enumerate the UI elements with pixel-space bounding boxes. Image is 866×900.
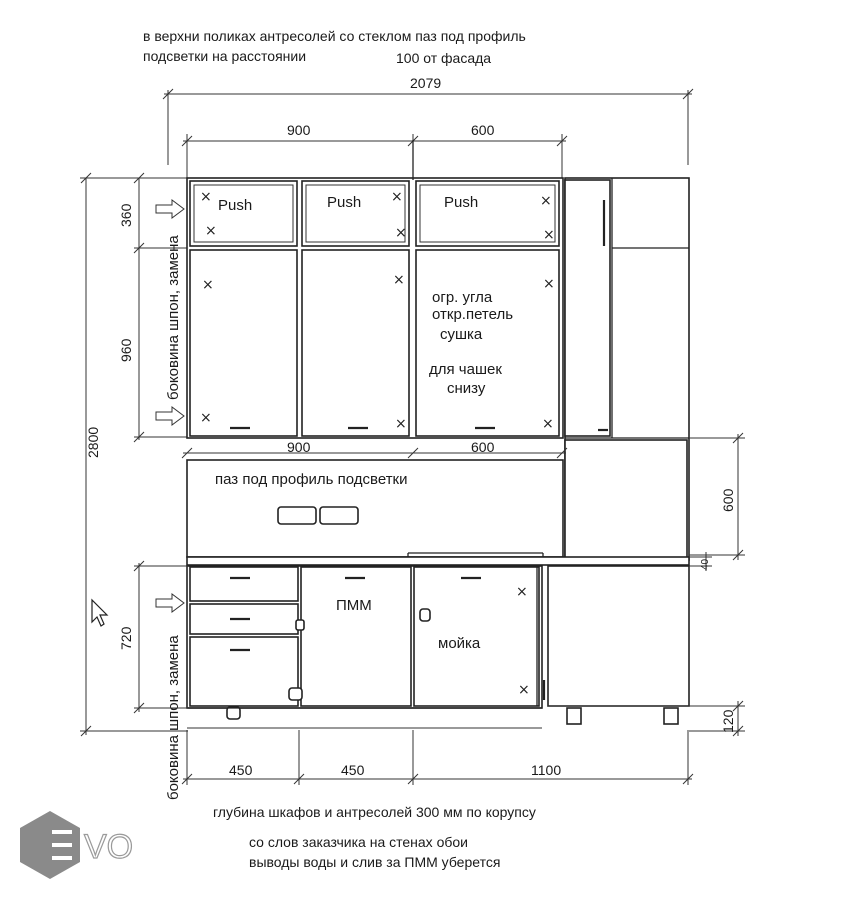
dim-h-120: 120	[720, 709, 736, 733]
hinge-mark: ×	[395, 416, 407, 432]
hinge-mark: ×	[540, 193, 552, 209]
note-top-line1: в верхни поликах антресолей со стеклом паз под профиль	[143, 28, 526, 44]
dim-base-widths	[182, 730, 693, 785]
dim-h-360: 360	[118, 203, 134, 227]
hinge-mark: ×	[200, 189, 212, 205]
dim-base-450a: 450	[229, 762, 253, 778]
dim-upper-600: 600	[471, 122, 495, 138]
hinge-mark: ×	[542, 416, 554, 432]
note-bottom-line1: со слов заказчика на стенах обои	[249, 834, 468, 850]
dim-upper-widths	[182, 122, 567, 180]
upper-cabinets	[187, 140, 563, 438]
leg-right	[664, 708, 678, 724]
arrow-lower-icon	[156, 594, 184, 612]
side-veneer-lower-label: боковина шпон, замена	[165, 635, 182, 800]
hinge-mark: ×	[543, 227, 555, 243]
dim-h-600: 600	[720, 488, 736, 512]
glass-door-3	[416, 181, 559, 246]
corner-note-line2: откр.петель	[432, 306, 514, 323]
push-label-3: Push	[444, 194, 479, 211]
arrow-upper-2-icon	[156, 407, 184, 425]
push-label-2: Push	[327, 194, 362, 211]
tall-column-lower	[565, 440, 687, 558]
hinge-mark: ×	[543, 276, 555, 292]
dim-total-width	[163, 75, 693, 165]
dishwasher-door	[301, 567, 411, 706]
logo-text: VO	[84, 828, 134, 866]
dim-h-720: 720	[118, 626, 134, 650]
cups-note-line2: снизу	[447, 380, 486, 397]
note-top-line2b: 100 от фасада	[396, 50, 492, 66]
hinge-mark: ×	[200, 410, 212, 426]
hinge-mark: ×	[205, 223, 217, 239]
hinge-mark: ×	[518, 682, 530, 698]
socket-left	[278, 507, 316, 524]
drawer-1	[190, 567, 298, 601]
corner-note-line3: сушка	[440, 326, 483, 343]
note-top-line2: подсветки на расстоянии	[143, 48, 307, 64]
leg-left	[567, 708, 581, 724]
dim-total-width-label: 2079	[410, 75, 442, 91]
tall-column	[565, 178, 689, 560]
base-cabinets	[187, 566, 544, 728]
evo-logo	[20, 811, 133, 879]
note-depth: глубина шкафов и антресолей 300 мм по корупсу	[213, 804, 536, 820]
hinge-mark: ×	[393, 272, 405, 288]
dim-right-600	[689, 433, 745, 560]
socket-right	[320, 507, 358, 524]
drawer-3	[190, 637, 298, 706]
cups-note-line1: для чашек	[429, 361, 502, 378]
dim-mid-widths	[182, 439, 567, 458]
dim-total-height-label: 2800	[85, 426, 101, 458]
mouse-cursor-icon	[92, 600, 107, 626]
dim-upper-900: 900	[287, 122, 311, 138]
sink-label: мойка	[438, 635, 481, 652]
hinge-mark: ×	[202, 277, 214, 293]
hinge-mark: ×	[391, 189, 403, 205]
dim-mid-900: 900	[287, 439, 311, 455]
right-base-body	[548, 566, 689, 706]
upper-door-3	[416, 250, 559, 436]
dishwasher-label: ПММ	[336, 597, 372, 614]
arrow-upper-1-icon	[156, 200, 184, 218]
countertop-slab	[187, 557, 689, 565]
dim-right-small	[689, 552, 745, 736]
dim-h-960: 960	[118, 338, 134, 362]
hinge-mark: ×	[516, 584, 528, 600]
dim-h-40: 40	[700, 558, 711, 570]
dim-mid-600: 600	[471, 439, 495, 455]
push-label-1: Push	[218, 197, 253, 214]
dim-base-1100: 1100	[531, 762, 562, 778]
dim-base-450b: 450	[341, 762, 365, 778]
note-bottom-line2: выводы воды и слив за ПММ уберется	[249, 854, 501, 870]
hinge-mark: ×	[395, 225, 407, 241]
corner-note-line1: огр. угла	[432, 289, 493, 306]
right-base-unit	[548, 566, 689, 724]
side-veneer-upper-label: боковина шпон, замена	[165, 235, 182, 400]
led-groove-label: паз под профиль подсветки	[215, 471, 408, 488]
